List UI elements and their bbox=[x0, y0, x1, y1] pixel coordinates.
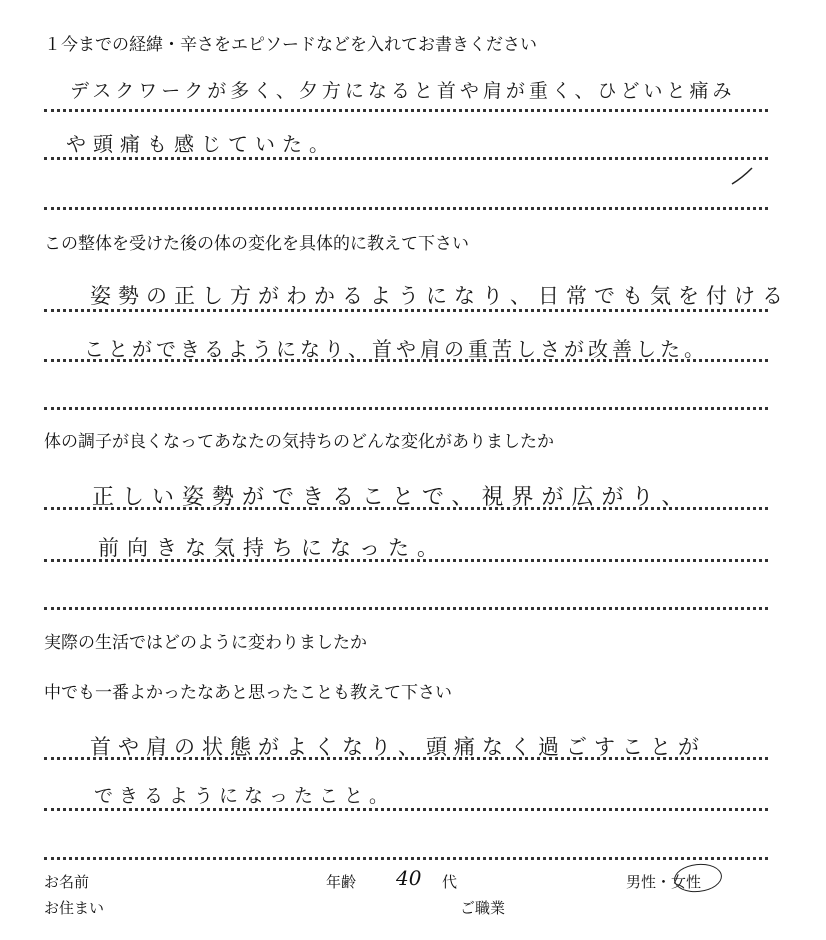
answer-rule bbox=[44, 407, 768, 410]
answer-rule bbox=[44, 857, 768, 860]
question-3: 体の調子が良くなってあなたの気持ちのどんな変化がありましたか bbox=[44, 432, 554, 452]
address-label: お住まい bbox=[44, 899, 105, 917]
answer-rule bbox=[44, 157, 768, 160]
answer-rule bbox=[44, 359, 768, 362]
question-4b: 中でも一番よかったなあと思ったことも教えて下さい bbox=[44, 683, 452, 703]
answer-2-line-2: ことができるようになり、首や肩の重苦しさが改善した。 bbox=[84, 337, 708, 361]
answer-1-line-2: や頭痛も感じていた。 bbox=[66, 132, 336, 156]
answer-rule bbox=[44, 109, 768, 112]
answer-rule bbox=[44, 607, 768, 610]
age-label: 年齢 bbox=[326, 873, 357, 891]
question-4a: 実際の生活ではどのように変わりましたか bbox=[44, 633, 367, 653]
name-label: お名前 bbox=[44, 873, 90, 891]
occupation-label: ご職業 bbox=[460, 899, 506, 917]
answer-2-line-1: 姿勢の正し方がわかるようになり、日常でも気を付ける bbox=[90, 284, 790, 308]
pen-stroke-mark bbox=[730, 164, 754, 186]
question-2: この整体を受けた後の体の変化を具体的に教えて下さい bbox=[44, 234, 469, 254]
answer-3-line-1: 正しい姿勢ができることで、視界が広がり、 bbox=[92, 485, 692, 510]
answer-rule bbox=[44, 507, 768, 510]
answer-3-line-2: 前向きな気持ちになった。 bbox=[98, 536, 446, 560]
answer-rule bbox=[44, 207, 768, 210]
age-suffix: 代 bbox=[442, 873, 458, 891]
answer-1-line-1: デスクワークが多く、夕方になると首や肩が重く、ひどいと痛み bbox=[70, 80, 736, 102]
answer-rule bbox=[44, 757, 768, 760]
answer-rule bbox=[44, 808, 768, 811]
answer-4-line-1: 首や肩の状態がよくなり、頭痛なく過ごすことが bbox=[90, 735, 706, 759]
gender-options: 男性・女性 bbox=[626, 873, 702, 891]
answer-rule bbox=[44, 559, 768, 562]
answer-4-line-2: できるようになったこと。 bbox=[94, 785, 395, 807]
question-1: １今までの経緯・辛さをエピソードなどを入れてお書きください bbox=[44, 35, 537, 55]
age-value: 40 bbox=[396, 866, 422, 890]
answer-rule bbox=[44, 309, 768, 312]
